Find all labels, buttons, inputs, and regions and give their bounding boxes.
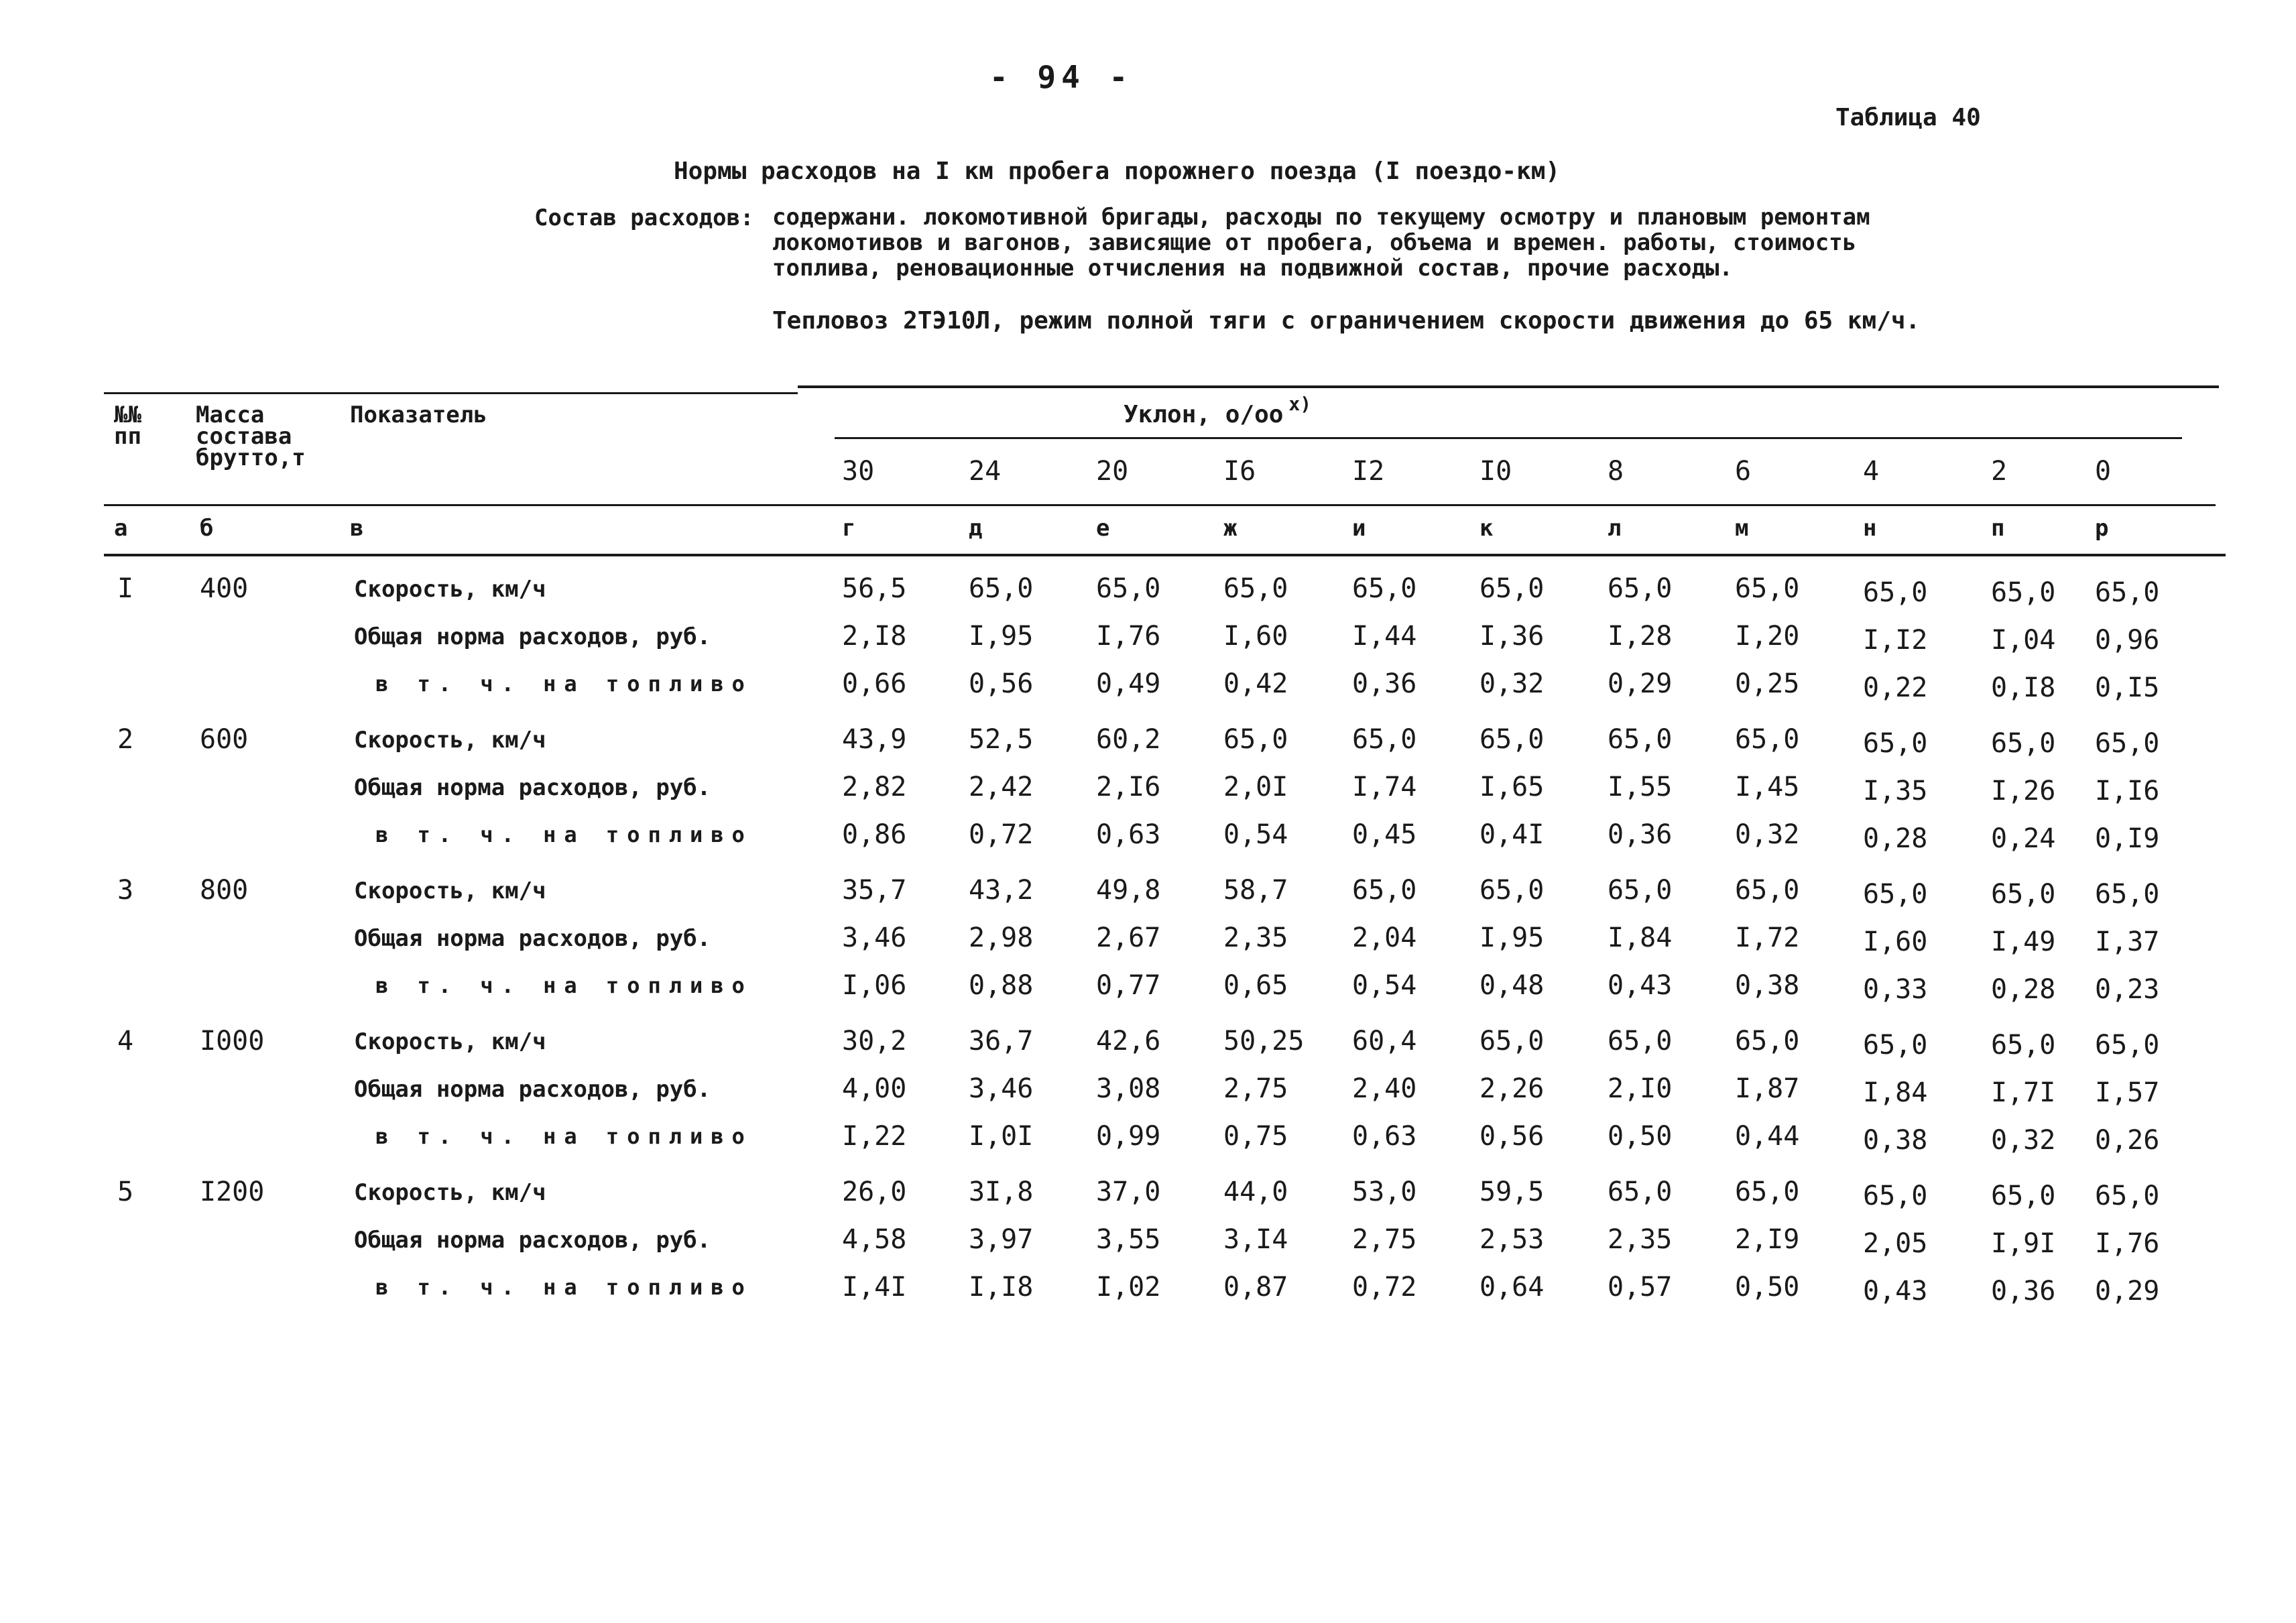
- value-cell: 65,0: [969, 573, 1034, 604]
- page-number: - 94 -: [989, 59, 1134, 95]
- grade-header-3: I6: [1223, 456, 1256, 487]
- value-cell: 0,26: [2095, 1125, 2160, 1156]
- value-cell: 60,2: [1096, 724, 1161, 755]
- value-cell: 59,5: [1479, 1177, 1545, 1207]
- value-cell: 53,0: [1352, 1177, 1417, 1207]
- value-cell: I,72: [1735, 922, 1800, 953]
- header-mass-col: Масса состава брутто,т: [196, 402, 306, 471]
- column-letter-0: а: [114, 515, 128, 542]
- value-cell: 0,I8: [1991, 672, 2056, 703]
- value-cell: 65,0: [1223, 724, 1288, 755]
- value-cell: 0,66: [842, 668, 907, 699]
- value-cell: 65,0: [1863, 1030, 1928, 1061]
- grade-header-7: 6: [1735, 456, 1752, 487]
- header-num-col: №№ пп: [114, 402, 141, 450]
- grade-footnote: x): [1288, 393, 1312, 415]
- value-cell: 0,24: [1991, 823, 2056, 854]
- value-cell: 65,0: [2095, 728, 2160, 759]
- value-cell: 0,32: [1735, 819, 1800, 850]
- value-cell: 0,56: [1479, 1121, 1545, 1152]
- value-cell: 0,22: [1863, 672, 1928, 703]
- value-cell: 43,2: [969, 875, 1034, 906]
- value-cell: 65,0: [2095, 577, 2160, 608]
- value-cell: 65,0: [1991, 1181, 2056, 1211]
- value-cell: 0,43: [1863, 1276, 1928, 1307]
- value-cell: 2,I8: [842, 621, 907, 652]
- value-cell: 65,0: [2095, 879, 2160, 910]
- total-norm-label: Общая норма расходов, руб.: [354, 623, 711, 650]
- value-cell: 0,28: [1863, 823, 1928, 854]
- value-cell: 36,7: [969, 1026, 1034, 1057]
- value-cell: I,04: [1991, 625, 2056, 656]
- value-cell: I,95: [969, 621, 1034, 652]
- value-cell: I,I6: [2095, 776, 2160, 806]
- value-cell: 0,33: [1863, 974, 1928, 1005]
- value-cell: 0,44: [1735, 1121, 1800, 1152]
- value-cell: I,76: [1096, 621, 1161, 652]
- value-cell: 0,38: [1735, 970, 1800, 1001]
- value-cell: I,28: [1608, 621, 1673, 652]
- value-cell: 0,54: [1223, 819, 1288, 850]
- value-cell: 3I,8: [969, 1177, 1034, 1207]
- value-cell: 3,46: [969, 1073, 1034, 1104]
- header-top-rule-left: [104, 392, 798, 394]
- grade-title-text: Уклон, о/оо: [1124, 401, 1284, 428]
- value-cell: 0,54: [1352, 970, 1417, 1001]
- value-cell: 0,75: [1223, 1121, 1288, 1152]
- value-cell: 65,0: [1863, 1181, 1928, 1211]
- grade-header-10: 0: [2095, 456, 2112, 487]
- value-cell: 65,0: [1991, 1030, 2056, 1061]
- value-cell: 0,50: [1735, 1272, 1800, 1303]
- value-cell: 58,7: [1223, 875, 1288, 906]
- fuel-label: в т. ч. на топливо: [375, 671, 753, 697]
- fuel-label: в т. ч. на топливо: [375, 973, 753, 998]
- value-cell: 2,04: [1352, 922, 1417, 953]
- value-cell: I,57: [2095, 1077, 2160, 1108]
- value-cell: 2,75: [1352, 1224, 1417, 1255]
- value-cell: I,76: [2095, 1228, 2160, 1259]
- locomotive-text: Тепловоз 2ТЭ10Л, режим полной тяги с ограничением скорости движения до 65 км/ч.: [772, 307, 1921, 335]
- value-cell: I,37: [2095, 926, 2160, 957]
- value-cell: 2,05: [1863, 1228, 1928, 1259]
- value-cell: I,87: [1735, 1073, 1800, 1104]
- value-cell: 3,I4: [1223, 1224, 1288, 1255]
- document-title: Нормы расходов на I км пробега порожнего поезда (I поездо-км): [674, 158, 1561, 185]
- value-cell: 65,0: [1479, 724, 1545, 755]
- value-cell: 3,08: [1096, 1073, 1161, 1104]
- value-cell: 65,0: [1223, 573, 1288, 604]
- grade-header-4: I2: [1352, 456, 1385, 487]
- column-letter-9: л: [1608, 515, 1622, 542]
- value-cell: I,22: [842, 1121, 907, 1152]
- header-indicator-col: Показатель: [350, 402, 487, 428]
- header-grade-title: [1124, 393, 1312, 428]
- value-cell: 42,6: [1096, 1026, 1161, 1057]
- value-cell: 65,0: [1735, 1177, 1800, 1207]
- value-cell: 65,0: [1608, 1177, 1673, 1207]
- speed-label: Скорость, км/ч: [354, 878, 546, 904]
- total-norm-label: Общая норма расходов, руб.: [354, 925, 711, 952]
- value-cell: 37,0: [1096, 1177, 1161, 1207]
- value-cell: 0,29: [1608, 668, 1673, 699]
- row-mass: I000: [200, 1026, 265, 1057]
- value-cell: 65,0: [1735, 1026, 1800, 1057]
- value-cell: 2,26: [1479, 1073, 1545, 1104]
- value-cell: 0,25: [1735, 668, 1800, 699]
- grade-header-6: 8: [1608, 456, 1624, 487]
- value-cell: I,45: [1735, 772, 1800, 802]
- value-cell: 60,4: [1352, 1026, 1417, 1057]
- speed-label: Скорость, км/ч: [354, 1179, 546, 1206]
- value-cell: I,95: [1479, 922, 1545, 953]
- value-cell: 65,0: [1096, 573, 1161, 604]
- row-number: 2: [117, 724, 134, 755]
- grade-header-1: 24: [969, 456, 1002, 487]
- row-number: 5: [117, 1177, 134, 1207]
- value-cell: 0,38: [1863, 1125, 1928, 1156]
- column-letter-5: е: [1096, 515, 1110, 542]
- grade-header-8: 4: [1863, 456, 1880, 487]
- value-cell: 2,82: [842, 772, 907, 802]
- value-cell: 0,23: [2095, 974, 2160, 1005]
- column-letter-13: р: [2095, 515, 2109, 542]
- value-cell: 65,0: [1352, 724, 1417, 755]
- value-cell: 0,36: [1608, 819, 1673, 850]
- value-cell: I,20: [1735, 621, 1800, 652]
- value-cell: 0,57: [1608, 1272, 1673, 1303]
- value-cell: I,36: [1479, 621, 1545, 652]
- total-norm-label: Общая норма расходов, руб.: [354, 1076, 711, 1103]
- speed-label: Скорость, км/ч: [354, 1028, 546, 1055]
- value-cell: 0,96: [2095, 625, 2160, 656]
- grade-header-5: I0: [1479, 456, 1512, 487]
- value-cell: I,35: [1863, 776, 1928, 806]
- column-letter-6: ж: [1223, 515, 1237, 542]
- value-cell: 0,77: [1096, 970, 1161, 1001]
- column-letter-8: к: [1479, 515, 1494, 542]
- value-cell: 0,86: [842, 819, 907, 850]
- value-cell: 0,45: [1352, 819, 1417, 850]
- value-cell: 0,32: [1479, 668, 1545, 699]
- value-cell: 0,87: [1223, 1272, 1288, 1303]
- value-cell: 0,64: [1479, 1272, 1545, 1303]
- value-cell: 2,98: [969, 922, 1034, 953]
- column-letter-7: и: [1352, 515, 1366, 542]
- value-cell: I,9I: [1991, 1228, 2056, 1259]
- header-mid-rule: [104, 504, 2216, 506]
- value-cell: 44,0: [1223, 1177, 1288, 1207]
- speed-label: Скорость, км/ч: [354, 727, 546, 754]
- grade-subheader-rule: [835, 437, 2182, 439]
- value-cell: 0,63: [1096, 819, 1161, 850]
- table-label: Таблица 40: [1835, 104, 1981, 131]
- row-number: I: [117, 573, 134, 604]
- value-cell: 0,42: [1223, 668, 1288, 699]
- header-bottom-rule: [104, 554, 2226, 556]
- value-cell: 0,I9: [2095, 823, 2160, 854]
- column-letter-11: н: [1863, 515, 1877, 542]
- grade-header-2: 20: [1096, 456, 1129, 487]
- column-letter-4: д: [969, 515, 983, 542]
- value-cell: 43,9: [842, 724, 907, 755]
- row-number: 3: [117, 875, 134, 906]
- value-cell: 56,5: [842, 573, 907, 604]
- value-cell: 65,0: [1608, 1026, 1673, 1057]
- value-cell: 65,0: [1479, 875, 1545, 906]
- value-cell: 2,67: [1096, 922, 1161, 953]
- row-mass: I200: [200, 1177, 265, 1207]
- value-cell: 65,0: [1863, 728, 1928, 759]
- value-cell: 65,0: [1863, 879, 1928, 910]
- row-mass: 800: [200, 875, 249, 906]
- fuel-label: в т. ч. на топливо: [375, 1124, 753, 1149]
- value-cell: 0,48: [1479, 970, 1545, 1001]
- value-cell: 0,36: [1991, 1276, 2056, 1307]
- value-cell: 2,I9: [1735, 1224, 1800, 1255]
- value-cell: I,0I: [969, 1121, 1034, 1152]
- column-letter-1: б: [200, 515, 214, 542]
- value-cell: 0,32: [1991, 1125, 2056, 1156]
- value-cell: I,49: [1991, 926, 2056, 957]
- value-cell: 2,35: [1608, 1224, 1673, 1255]
- total-norm-label: Общая норма расходов, руб.: [354, 1227, 711, 1254]
- value-cell: I,84: [1608, 922, 1673, 953]
- composition-label: Состав расходов:: [534, 204, 754, 231]
- value-cell: 0,29: [2095, 1276, 2160, 1307]
- value-cell: 65,0: [1735, 724, 1800, 755]
- value-cell: 2,0I: [1223, 772, 1288, 802]
- value-cell: 65,0: [1608, 875, 1673, 906]
- value-cell: 2,42: [969, 772, 1034, 802]
- value-cell: 65,0: [2095, 1181, 2160, 1211]
- value-cell: I,4I: [842, 1272, 907, 1303]
- value-cell: 0,65: [1223, 970, 1288, 1001]
- value-cell: 0,50: [1608, 1121, 1673, 1152]
- fuel-label: в т. ч. на топливо: [375, 822, 753, 847]
- value-cell: 65,0: [1608, 573, 1673, 604]
- value-cell: 26,0: [842, 1177, 907, 1207]
- value-cell: 0,88: [969, 970, 1034, 1001]
- value-cell: I,44: [1352, 621, 1417, 652]
- value-cell: 65,0: [1991, 728, 2056, 759]
- value-cell: 2,I0: [1608, 1073, 1673, 1104]
- value-cell: 52,5: [969, 724, 1034, 755]
- value-cell: 4,58: [842, 1224, 907, 1255]
- value-cell: I,I8: [969, 1272, 1034, 1303]
- value-cell: I,55: [1608, 772, 1673, 802]
- value-cell: 65,0: [1735, 875, 1800, 906]
- value-cell: 65,0: [1479, 573, 1545, 604]
- value-cell: 3,46: [842, 922, 907, 953]
- value-cell: 30,2: [842, 1026, 907, 1057]
- value-cell: I,60: [1223, 621, 1288, 652]
- value-cell: 65,0: [1352, 573, 1417, 604]
- value-cell: 65,0: [1608, 724, 1673, 755]
- value-cell: 0,4I: [1479, 819, 1545, 850]
- value-cell: 4,00: [842, 1073, 907, 1104]
- composition-text: содержани. локомотивной бригады, расходы по текущему осмотру и плановым ремонтам локомотивов и вагонов, зависящие от пробега, объема и времен. работы, стоимость топлива, реновационные отчисления на подвижной состав, прочие расходы.: [772, 204, 1870, 282]
- value-cell: I,65: [1479, 772, 1545, 802]
- value-cell: I,06: [842, 970, 907, 1001]
- value-cell: I,26: [1991, 776, 2056, 806]
- value-cell: 50,25: [1223, 1026, 1305, 1057]
- column-letter-3: г: [842, 515, 856, 542]
- value-cell: 0,63: [1352, 1121, 1417, 1152]
- value-cell: 65,0: [2095, 1030, 2160, 1061]
- speed-label: Скорость, км/ч: [354, 576, 546, 603]
- value-cell: 35,7: [842, 875, 907, 906]
- value-cell: I,I2: [1863, 625, 1928, 656]
- column-letter-10: м: [1735, 515, 1749, 542]
- value-cell: 3,55: [1096, 1224, 1161, 1255]
- row-mass: 600: [200, 724, 249, 755]
- value-cell: I,74: [1352, 772, 1417, 802]
- value-cell: 65,0: [1863, 577, 1928, 608]
- value-cell: 65,0: [1352, 875, 1417, 906]
- value-cell: 65,0: [1991, 577, 2056, 608]
- value-cell: 0,43: [1608, 970, 1673, 1001]
- column-letter-2: в: [350, 515, 364, 542]
- grade-header-0: 30: [842, 456, 875, 487]
- value-cell: 0,I5: [2095, 672, 2160, 703]
- value-cell: I,60: [1863, 926, 1928, 957]
- value-cell: 2,75: [1223, 1073, 1288, 1104]
- total-norm-label: Общая норма расходов, руб.: [354, 774, 711, 801]
- value-cell: 0,28: [1991, 974, 2056, 1005]
- value-cell: 0,49: [1096, 668, 1161, 699]
- value-cell: 65,0: [1735, 573, 1800, 604]
- value-cell: I,84: [1863, 1077, 1928, 1108]
- column-letter-12: п: [1991, 515, 2005, 542]
- value-cell: 49,8: [1096, 875, 1161, 906]
- value-cell: 2,53: [1479, 1224, 1545, 1255]
- value-cell: 2,I6: [1096, 772, 1161, 802]
- value-cell: 2,35: [1223, 922, 1288, 953]
- row-number: 4: [117, 1026, 134, 1057]
- value-cell: 0,72: [969, 819, 1034, 850]
- value-cell: 65,0: [1991, 879, 2056, 910]
- value-cell: 0,99: [1096, 1121, 1161, 1152]
- value-cell: 0,56: [969, 668, 1034, 699]
- value-cell: 3,97: [969, 1224, 1034, 1255]
- row-mass: 400: [200, 573, 249, 604]
- value-cell: I,02: [1096, 1272, 1161, 1303]
- value-cell: 65,0: [1479, 1026, 1545, 1057]
- value-cell: 0,36: [1352, 668, 1417, 699]
- value-cell: 0,72: [1352, 1272, 1417, 1303]
- value-cell: I,7I: [1991, 1077, 2056, 1108]
- fuel-label: в т. ч. на топливо: [375, 1274, 753, 1300]
- grade-header-9: 2: [1991, 456, 2008, 487]
- value-cell: 2,40: [1352, 1073, 1417, 1104]
- header-top-rule: [798, 385, 2219, 388]
